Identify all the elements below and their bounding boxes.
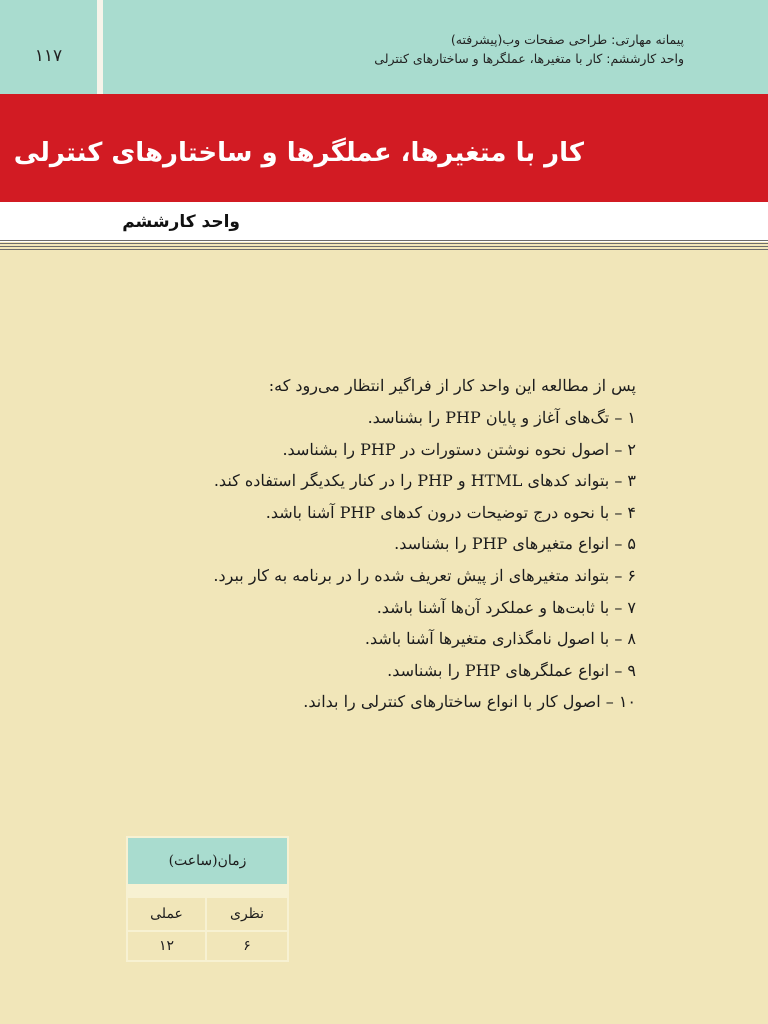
objective-item: ۷ – با ثابت‌ها و عملکرد آن‌ها آشنا باشد. bbox=[376, 597, 636, 617]
theory-label: نظری bbox=[206, 897, 288, 931]
objectives-intro: پس از مطالعه این واحد کار از فراگیر انتظار می‌رود که: bbox=[268, 376, 636, 395]
objective-item: ۶ – بتواند متغیرهای از پیش تعریف شده را در برنامه به کار ببرد. bbox=[213, 565, 636, 585]
objective-item: ۴ – با نحوه درج توضیحات درون کدهای PHP آشنا باشد. bbox=[265, 502, 636, 522]
objective-item: ۱ – تگ‌های آغاز و پایان PHP را بشناسد. bbox=[367, 408, 636, 427]
divider-rules bbox=[0, 240, 768, 254]
unit-label: واحد کارششم bbox=[122, 212, 240, 232]
header-unit-line: واحد کارششم: کار با متغیرها، عملگرها و ساختارهای کنترلی bbox=[374, 51, 684, 66]
title-band-edge bbox=[753, 94, 768, 202]
header-module-line: پیمانه مهارتی: طراحی صفحات وب(پیشرفته) bbox=[450, 32, 684, 47]
practical-label: عملی bbox=[127, 897, 206, 931]
objectives-list bbox=[116, 402, 636, 718]
unit-label-band bbox=[0, 202, 768, 242]
page-number: ۱۱۷ bbox=[34, 46, 63, 66]
time-table-spacer bbox=[127, 885, 288, 897]
page-number-box bbox=[0, 0, 97, 94]
objective-item: ۱۰ – اصول کار با انواع ساختارهای کنترلی را بداند. bbox=[303, 692, 636, 712]
time-table bbox=[126, 836, 289, 962]
objective-item: ۹ – انواع عملگرهای PHP را بشناسد. bbox=[387, 660, 636, 680]
theory-hours: ۶ bbox=[206, 931, 288, 961]
objective-item: ۵ – انواع متغیرهای PHP را بشناسد. bbox=[394, 534, 636, 554]
objective-item: ۳ – بتواند کدهای HTML و PHP را در کنار یکدیگر استفاده کند. bbox=[213, 471, 636, 491]
objective-item: ۸ – با اصول نامگذاری متغیرها آشنا باشد. bbox=[364, 629, 636, 649]
header-divider bbox=[97, 0, 103, 94]
practical-hours: ۱۲ bbox=[127, 931, 206, 961]
chapter-title: کار با متغیرها، عملگرها و ساختارهای کنترلی bbox=[13, 138, 584, 168]
learning-objectives bbox=[116, 370, 636, 718]
running-header bbox=[124, 30, 684, 68]
objective-item: ۲ – اصول نحوه نوشتن دستورات در PHP را بشناسد. bbox=[282, 439, 636, 459]
time-table-header: زمان(ساعت) bbox=[127, 837, 288, 885]
